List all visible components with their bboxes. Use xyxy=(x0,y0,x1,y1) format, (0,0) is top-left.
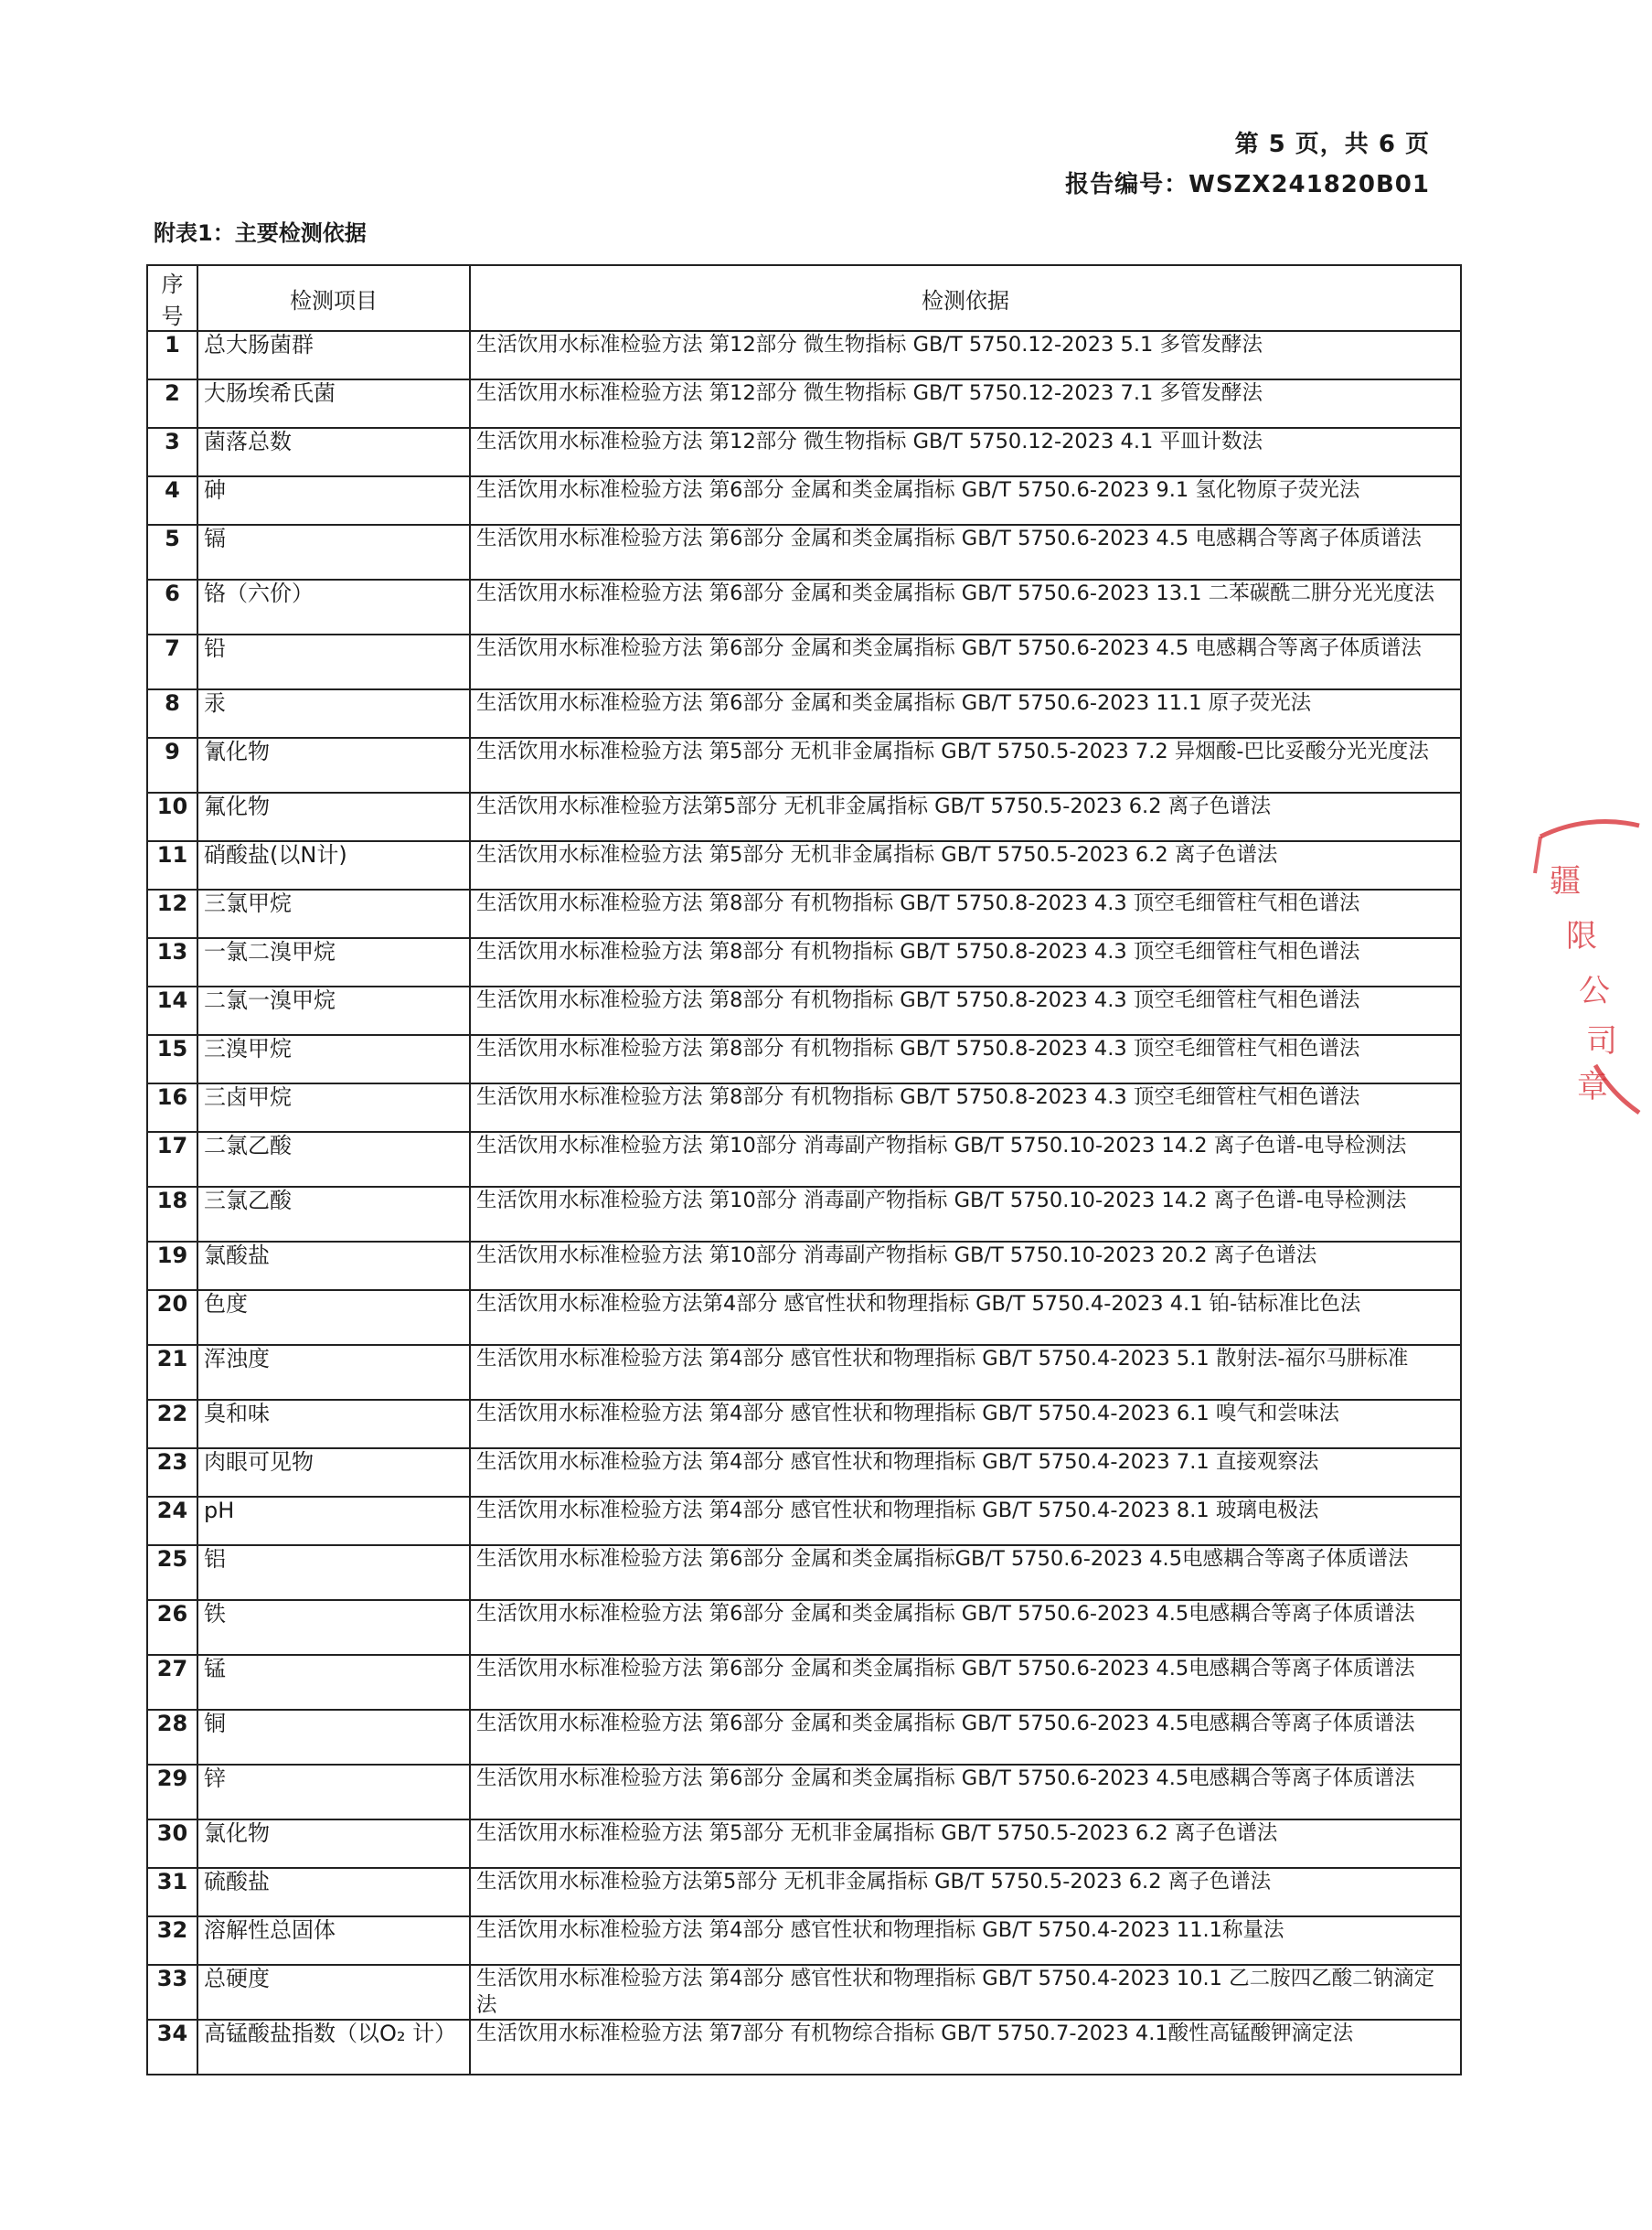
test-item: 二氯乙酸 xyxy=(197,1132,470,1187)
company-seal xyxy=(1522,818,1641,1120)
test-item: 二氯一溴甲烷 xyxy=(197,987,470,1035)
table-row xyxy=(147,793,1461,841)
row-number: 21 xyxy=(147,1345,197,1400)
test-basis: 生活饮用水标准检验方法第5部分 无机非金属指标 GB/T 5750.5-2023 6.2 离子色谱法 xyxy=(470,793,1461,841)
svg-text:限: 限 xyxy=(1566,918,1597,955)
test-item: 铁 xyxy=(197,1600,470,1655)
test-basis: 生活饮用水标准检验方法 第10部分 消毒副产物指标 GB/T 5750.10-2023 20.2 离子色谱法 xyxy=(470,1242,1461,1290)
page-header xyxy=(1065,124,1430,205)
svg-text:司: 司 xyxy=(1586,1023,1617,1060)
row-number: 19 xyxy=(147,1242,197,1290)
row-number: 31 xyxy=(147,1868,197,1916)
test-item: 铬（六价） xyxy=(197,580,470,635)
row-number: 3 xyxy=(147,428,197,476)
test-item: 氯化物 xyxy=(197,1819,470,1868)
table-row xyxy=(147,1187,1461,1242)
test-item: 硫酸盐 xyxy=(197,1868,470,1916)
test-basis: 生活饮用水标准检验方法 第6部分 金属和类金属指标 GB/T 5750.6-2023 13.1 二苯碳酰二肼分光光度法 xyxy=(470,580,1461,635)
row-number: 16 xyxy=(147,1083,197,1132)
test-item: 三卤甲烷 xyxy=(197,1083,470,1132)
row-number: 26 xyxy=(147,1600,197,1655)
row-number: 30 xyxy=(147,1819,197,1868)
row-number: 6 xyxy=(147,580,197,635)
table-row xyxy=(147,938,1461,987)
seal-stamp-icon xyxy=(1522,818,1641,1120)
row-number: 11 xyxy=(147,841,197,890)
table-row xyxy=(147,476,1461,525)
svg-text:公: 公 xyxy=(1579,973,1610,1009)
table-row xyxy=(147,1916,1461,1965)
test-basis: 生活饮用水标准检验方法 第6部分 金属和类金属指标 GB/T 5750.6-2023 9.1 氢化物原子荧光法 xyxy=(470,476,1461,525)
table-row xyxy=(147,1132,1461,1187)
test-basis: 生活饮用水标准检验方法 第6部分 金属和类金属指标 GB/T 5750.6-2023 4.5电感耦合等离子体质谱法 xyxy=(470,1765,1461,1819)
test-basis: 生活饮用水标准检验方法 第12部分 微生物指标 GB/T 5750.12-2023 4.1 平皿计数法 xyxy=(470,428,1461,476)
test-item: 氰化物 xyxy=(197,738,470,793)
test-item: 浑浊度 xyxy=(197,1345,470,1400)
row-number: 27 xyxy=(147,1655,197,1710)
header-item: 检测项目 xyxy=(197,265,470,331)
test-item: 砷 xyxy=(197,476,470,525)
test-item: 溶解性总固体 xyxy=(197,1916,470,1965)
row-number: 1 xyxy=(147,331,197,379)
test-basis: 生活饮用水标准检验方法 第4部分 感官性状和物理指标 GB/T 5750.4-2023 11.1称量法 xyxy=(470,1916,1461,1965)
test-item: 菌落总数 xyxy=(197,428,470,476)
report-number: 报告编号：WSZX241820B01 xyxy=(1065,171,1430,198)
test-basis: 生活饮用水标准检验方法 第6部分 金属和类金属指标 GB/T 5750.6-2023 4.5电感耦合等离子体质谱法 xyxy=(470,1600,1461,1655)
row-number: 24 xyxy=(147,1497,197,1545)
row-number: 34 xyxy=(147,2020,197,2075)
row-number: 25 xyxy=(147,1545,197,1600)
test-basis: 生活饮用水标准检验方法 第8部分 有机物指标 GB/T 5750.8-2023 4.3 顶空毛细管柱气相色谱法 xyxy=(470,938,1461,987)
table-row xyxy=(147,1600,1461,1655)
test-basis: 生活饮用水标准检验方法 第4部分 感官性状和物理指标 GB/T 5750.4-2023 10.1 乙二胺四乙酸二钠滴定法 xyxy=(470,1965,1461,2020)
table-row xyxy=(147,1290,1461,1345)
test-basis: 生活饮用水标准检验方法第5部分 无机非金属指标 GB/T 5750.5-2023 6.2 离子色谱法 xyxy=(470,1868,1461,1916)
table-row xyxy=(147,331,1461,379)
test-item: 肉眼可见物 xyxy=(197,1448,470,1497)
table-row xyxy=(147,2020,1461,2075)
table-row xyxy=(147,1345,1461,1400)
row-number: 10 xyxy=(147,793,197,841)
table-row xyxy=(147,428,1461,476)
svg-text:章: 章 xyxy=(1577,1069,1608,1105)
test-basis: 生活饮用水标准检验方法 第12部分 微生物指标 GB/T 5750.12-2023 5.1 多管发酵法 xyxy=(470,331,1461,379)
test-item: 锌 xyxy=(197,1765,470,1819)
row-number: 28 xyxy=(147,1710,197,1765)
header-seq: 序号 xyxy=(147,265,197,331)
table-row xyxy=(147,1400,1461,1448)
table-row xyxy=(147,580,1461,635)
svg-text:疆: 疆 xyxy=(1550,863,1581,900)
row-number: 7 xyxy=(147,635,197,689)
table-row xyxy=(147,1448,1461,1497)
test-basis-table xyxy=(146,264,1462,2075)
table-row xyxy=(147,1545,1461,1600)
row-number: 29 xyxy=(147,1765,197,1819)
test-item: 镉 xyxy=(197,525,470,580)
section-title: 附表1：主要检测依据 xyxy=(154,220,367,246)
table-row xyxy=(147,841,1461,890)
row-number: 14 xyxy=(147,987,197,1035)
row-number: 8 xyxy=(147,689,197,738)
test-item: 铝 xyxy=(197,1545,470,1600)
test-basis: 生活饮用水标准检验方法 第8部分 有机物指标 GB/T 5750.8-2023 4.3 顶空毛细管柱气相色谱法 xyxy=(470,890,1461,938)
row-number: 18 xyxy=(147,1187,197,1242)
test-basis: 生活饮用水标准检验方法 第4部分 感官性状和物理指标 GB/T 5750.4-2023 7.1 直接观察法 xyxy=(470,1448,1461,1497)
test-item: 锰 xyxy=(197,1655,470,1710)
row-number: 2 xyxy=(147,379,197,428)
test-item: 铜 xyxy=(197,1710,470,1765)
table-row xyxy=(147,525,1461,580)
test-basis: 生活饮用水标准检验方法 第4部分 感官性状和物理指标 GB/T 5750.4-2023 5.1 散射法-福尔马肼标准 xyxy=(470,1345,1461,1400)
table-row xyxy=(147,1242,1461,1290)
test-basis: 生活饮用水标准检验方法 第4部分 感官性状和物理指标 GB/T 5750.4-2023 6.1 嗅气和尝味法 xyxy=(470,1400,1461,1448)
table-row xyxy=(147,738,1461,793)
test-basis: 生活饮用水标准检验方法 第5部分 无机非金属指标 GB/T 5750.5-2023 7.2 异烟酸-巴比妥酸分光光度法 xyxy=(470,738,1461,793)
test-basis: 生活饮用水标准检验方法 第10部分 消毒副产物指标 GB/T 5750.10-2023 14.2 离子色谱-电导检测法 xyxy=(470,1187,1461,1242)
test-item: 三氯乙酸 xyxy=(197,1187,470,1242)
table-header-row xyxy=(147,265,1461,331)
table-row xyxy=(147,1655,1461,1710)
table-row xyxy=(147,1868,1461,1916)
test-item: 高锰酸盐指数（以O₂ 计） xyxy=(197,2020,470,2075)
row-number: 22 xyxy=(147,1400,197,1448)
row-number: 5 xyxy=(147,525,197,580)
table-row xyxy=(147,635,1461,689)
test-item: 三氯甲烷 xyxy=(197,890,470,938)
test-item: 氯酸盐 xyxy=(197,1242,470,1290)
table-body xyxy=(147,331,1461,2075)
page-info: 第 5 页，共 6 页 xyxy=(1234,131,1430,158)
test-item: 三溴甲烷 xyxy=(197,1035,470,1083)
test-basis: 生活饮用水标准检验方法 第7部分 有机物综合指标 GB/T 5750.7-2023 4.1酸性高锰酸钾滴定法 xyxy=(470,2020,1461,2075)
test-item: 氟化物 xyxy=(197,793,470,841)
test-basis: 生活饮用水标准检验方法 第5部分 无机非金属指标 GB/T 5750.5-2023 6.2 离子色谱法 xyxy=(470,841,1461,890)
test-item: 总大肠菌群 xyxy=(197,331,470,379)
test-basis: 生活饮用水标准检验方法 第5部分 无机非金属指标 GB/T 5750.5-2023 6.2 离子色谱法 xyxy=(470,1819,1461,1868)
table-row xyxy=(147,1819,1461,1868)
row-number: 33 xyxy=(147,1965,197,2020)
table-row xyxy=(147,1965,1461,2020)
test-basis: 生活饮用水标准检验方法 第10部分 消毒副产物指标 GB/T 5750.10-2023 14.2 离子色谱-电导检测法 xyxy=(470,1132,1461,1187)
table-row xyxy=(147,987,1461,1035)
table-row xyxy=(147,379,1461,428)
test-basis: 生活饮用水标准检验方法 第8部分 有机物指标 GB/T 5750.8-2023 4.3 顶空毛细管柱气相色谱法 xyxy=(470,1083,1461,1132)
table-row xyxy=(147,1710,1461,1765)
row-number: 20 xyxy=(147,1290,197,1345)
test-basis: 生活饮用水标准检验方法 第4部分 感官性状和物理指标 GB/T 5750.4-2023 8.1 玻璃电极法 xyxy=(470,1497,1461,1545)
test-item: 铅 xyxy=(197,635,470,689)
test-basis: 生活饮用水标准检验方法 第6部分 金属和类金属指标 GB/T 5750.6-2023 11.1 原子荧光法 xyxy=(470,689,1461,738)
row-number: 13 xyxy=(147,938,197,987)
header-basis: 检测依据 xyxy=(470,265,1461,331)
row-number: 32 xyxy=(147,1916,197,1965)
test-basis: 生活饮用水标准检验方法 第6部分 金属和类金属指标 GB/T 5750.6-2023 4.5电感耦合等离子体质谱法 xyxy=(470,1655,1461,1710)
test-basis: 生活饮用水标准检验方法 第6部分 金属和类金属指标GB/T 5750.6-2023 4.5电感耦合等离子体质谱法 xyxy=(470,1545,1461,1600)
test-basis: 生活饮用水标准检验方法第4部分 感官性状和物理指标 GB/T 5750.4-2023 4.1 铂-钴标准比色法 xyxy=(470,1290,1461,1345)
table-row xyxy=(147,1765,1461,1819)
row-number: 12 xyxy=(147,890,197,938)
row-number: 17 xyxy=(147,1132,197,1187)
test-item: pH xyxy=(197,1497,470,1545)
test-basis: 生活饮用水标准检验方法 第8部分 有机物指标 GB/T 5750.8-2023 4.3 顶空毛细管柱气相色谱法 xyxy=(470,987,1461,1035)
test-basis: 生活饮用水标准检验方法 第12部分 微生物指标 GB/T 5750.12-2023 7.1 多管发酵法 xyxy=(470,379,1461,428)
row-number: 15 xyxy=(147,1035,197,1083)
row-number: 4 xyxy=(147,476,197,525)
test-basis: 生活饮用水标准检验方法 第6部分 金属和类金属指标 GB/T 5750.6-2023 4.5 电感耦合等离子体质谱法 xyxy=(470,525,1461,580)
test-item: 总硬度 xyxy=(197,1965,470,2020)
test-basis: 生活饮用水标准检验方法 第8部分 有机物指标 GB/T 5750.8-2023 4.3 顶空毛细管柱气相色谱法 xyxy=(470,1035,1461,1083)
test-item: 臭和味 xyxy=(197,1400,470,1448)
table-row xyxy=(147,1083,1461,1132)
test-item: 汞 xyxy=(197,689,470,738)
table-row xyxy=(147,1497,1461,1545)
test-item: 硝酸盐(以N计) xyxy=(197,841,470,890)
table-row xyxy=(147,1035,1461,1083)
row-number: 9 xyxy=(147,738,197,793)
test-item: 一氯二溴甲烷 xyxy=(197,938,470,987)
table-row xyxy=(147,689,1461,738)
table-row xyxy=(147,890,1461,938)
row-number: 23 xyxy=(147,1448,197,1497)
test-basis: 生活饮用水标准检验方法 第6部分 金属和类金属指标 GB/T 5750.6-2023 4.5电感耦合等离子体质谱法 xyxy=(470,1710,1461,1765)
test-item: 色度 xyxy=(197,1290,470,1345)
test-basis: 生活饮用水标准检验方法 第6部分 金属和类金属指标 GB/T 5750.6-2023 4.5 电感耦合等离子体质谱法 xyxy=(470,635,1461,689)
test-item: 大肠埃希氏菌 xyxy=(197,379,470,428)
